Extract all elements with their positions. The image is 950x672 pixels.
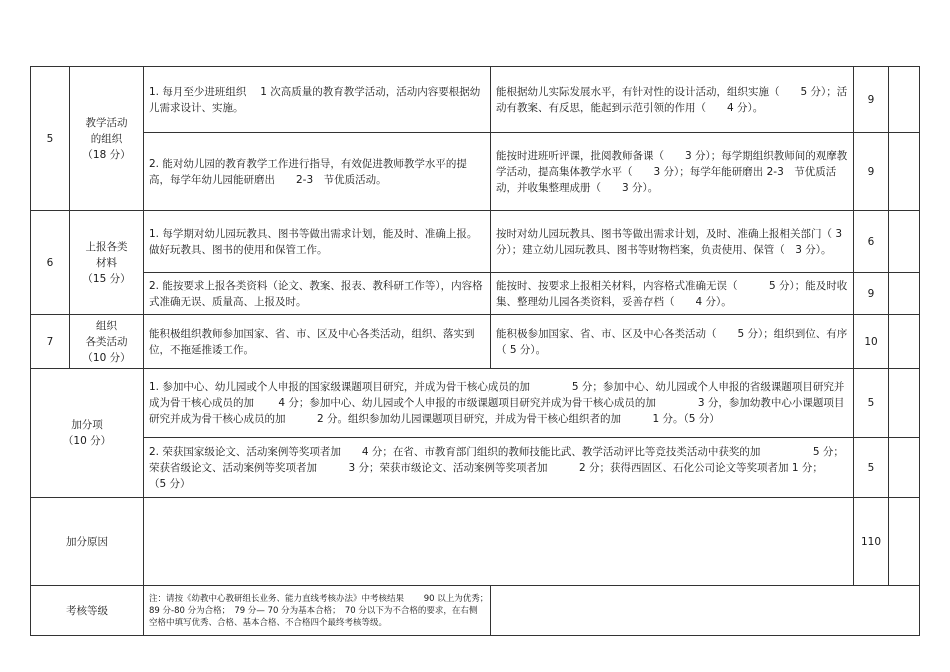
grade-label: 考核等级	[31, 586, 144, 636]
category-points: （18 分）	[82, 148, 131, 161]
blank-cell	[889, 273, 920, 315]
category-line: 上报各类	[85, 240, 128, 253]
bonus-item-2	[31, 438, 920, 498]
blank-cell	[889, 133, 920, 211]
bonus-label: 加分项	[71, 419, 103, 431]
requirement-cell: 2. 能按要求上报各类资料（论文、教案、报表、教科研工作等），内容格式准确无误、质量高、上报及时。	[144, 273, 491, 315]
category-points: （15 分）	[82, 272, 131, 285]
requirement-cell: 1. 每月至少进班组织 1 次高质量的教育教学活动，活动内容要根据幼儿需求设计、实施。	[144, 67, 491, 133]
category-line: 材料	[96, 256, 117, 269]
score-cell: 6	[854, 211, 889, 273]
standard-cell: 能按时、按要求上报相关材料，内容格式准确无误（ 5 分）；能及时收集、整理幼儿园各类资料，妥善存档（ 4 分）。	[491, 273, 854, 315]
row-number: 5	[31, 67, 70, 211]
requirement-cell: 1. 每学期对幼儿园玩教具、图书等做出需求计划，能及时、准确上报。做好玩教具、图书的使用和保管工作。	[144, 211, 491, 273]
blank-cell	[889, 498, 920, 586]
grade-note: 注：请按《幼教中心教研组长业务、能力直线考核办法》中考核结果 90 以上为优秀； 89 分-80 分为合格； 79 分— 70 分为基本合格； 70 分以下为不合格的要求，在右侧空格中填写优秀、合格、基本合格、不合格四个最终考核等级。	[144, 586, 491, 636]
category-cell	[70, 67, 144, 211]
bonus-reason-cell	[144, 498, 854, 586]
category-line: 组织	[96, 319, 117, 332]
category-cell	[70, 315, 144, 369]
blank-cell	[889, 369, 920, 438]
blank-cell	[889, 438, 920, 498]
score-cell: 9	[854, 67, 889, 133]
requirement-cell: 能积极组织教师参加国家、省、市、区及中心各类活动，组织、落实到位，不拖延推诿工作。	[144, 315, 491, 369]
bonus-item-1	[31, 369, 920, 438]
bonus-reason-label: 加分原因	[31, 498, 144, 586]
category-cell	[70, 211, 144, 315]
score-cell: 9	[854, 133, 889, 211]
grade-entry-cell	[491, 586, 920, 636]
assessment-table	[30, 66, 920, 636]
standard-cell: 能积极参加国家、省、市、区及中心各类活动（ 5 分）；组织到位、有序（ 5 分）。	[491, 315, 854, 369]
score-cell: 5	[854, 438, 889, 498]
total-score-cell: 110	[854, 498, 889, 586]
row-5-item-2	[31, 133, 920, 211]
bonus-category-cell	[31, 369, 144, 498]
bonus-reason-row	[31, 498, 920, 586]
row-6-item-1	[31, 211, 920, 273]
standard-cell: 能按时进班听评课，批阅教师备课（ 3 分）；每学期组织教师间的观摩教学活动，提高集体教学水平（ 3 分）；每学年能研磨出 2-3 节优质活动，并收集整理成册（ 3 分）。	[491, 133, 854, 211]
standard-cell: 能根据幼儿实际发展水平，有针对性的设计活动，组织实施（ 5 分）；活动有教案、有反思，能起到示范引领的作用（ 4 分）。	[491, 67, 854, 133]
requirement-cell: 2. 能对幼儿园的教育教学工作进行指导，有效促进教师教学水平的提高，每学年幼儿园能研磨出 2-3 节优质活动。	[144, 133, 491, 211]
bonus-text-cell: 1. 参加中心、幼儿园或个人申报的国家级课题项目研究，并成为骨干核心成员的加 5 分；参加中心、幼儿园或个人申报的省级课题项目研究并成为骨干核心成员的加 4 分；参加中心、幼儿园或个人申报的市级课题项目研究并成为骨干核心成员的加 3 分，参加幼教中心小课题项目研究并成为骨干核心成员的加 2 分。组织参加幼儿园课题项目研究，并成为骨干核心组织者的加 1 分。（5 分）	[144, 369, 854, 438]
bonus-points: （10 分）	[62, 435, 112, 447]
score-cell: 9	[854, 273, 889, 315]
standard-cell: 按时对幼儿园玩教具、图书等做出需求计划，及时、准确上报相关部门（ 3 分）；建立幼儿园玩教具、图书等财物档案，负责使用、保管（ 3 分）。	[491, 211, 854, 273]
row-6-item-2	[31, 273, 920, 315]
category-points: （10 分）	[82, 351, 131, 364]
bonus-text-cell: 2. 荣获国家级论文、活动案例等奖项者加 4 分；在省、市教育部门组织的教师技能比武、教学活动评比等竞技类活动中获奖的加 5 分；荣获省级论文、活动案例等奖项者加 3 分；荣获市级论文、活动案例等奖项者加 2 分；获得西固区、石化公司论文等奖项者加 1 分； （5 分）	[144, 438, 854, 498]
row-number: 6	[31, 211, 70, 315]
grade-row	[31, 586, 920, 636]
row-number: 7	[31, 315, 70, 369]
category-line: 各类活动	[85, 335, 128, 348]
category-line: 教学活动	[85, 116, 128, 129]
blank-cell	[889, 211, 920, 273]
score-cell: 5	[854, 369, 889, 438]
row-5-item-1	[31, 67, 920, 133]
category-line: 的组织	[90, 132, 123, 145]
blank-cell	[889, 67, 920, 133]
row-7	[31, 315, 920, 369]
blank-cell	[889, 315, 920, 369]
score-cell: 10	[854, 315, 889, 369]
